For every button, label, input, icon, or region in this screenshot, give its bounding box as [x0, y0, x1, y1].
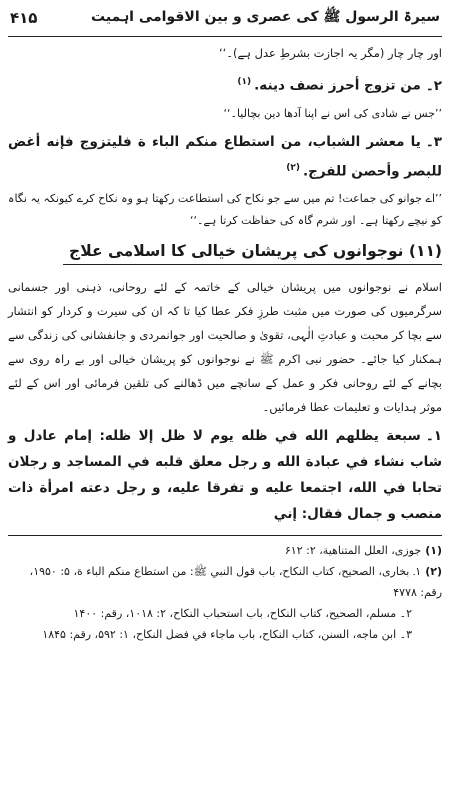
footnote-2-text: ۱۔ بخاری، الصحيح، كتاب النكاح، باب قول النبي ﷺ: من استطاع منكم الباء ة، ۵: ۱۹۵۰، رقم: ۴۷۷۸: [29, 565, 442, 599]
footnote-2-item-2-text: ۲۔ مسلم، الصحيح، كتاب النكاح، باب استحباب النكاح، ۲: ۱۰۱۸، رقم: ۱۴۰۰: [73, 607, 412, 620]
footnote-2-marker: (۲): [425, 565, 442, 578]
footnote-1-text: جوزی، العلل المتناهية، ۲: ۶۱۲: [284, 544, 422, 557]
hadith-2: [8, 69, 442, 99]
running-header: [8, 0, 442, 37]
hadith-1: [8, 423, 442, 527]
footnote-1: [8, 540, 442, 561]
footnote-1-marker: (۱): [425, 544, 442, 557]
footnotes: [8, 540, 442, 645]
hadith-1-text: سبعة يظلهم الله في ظله يوم لا ظل إلا ظله: إمام عادل و شاب نشاء في عبادة الله و رجل معلق قلبه في المساجد و رجلان تحابا في الله، اجتمعا عليه و تفرقا عليه، و رجل دعته امرأة ذات منصب و جمال فقال: إني: [8, 428, 442, 522]
page-number: ۴۱۵: [10, 9, 38, 27]
hadith-3: [8, 129, 442, 185]
footnote-2-item-3: [8, 624, 442, 645]
hadith-1-marker: ۱۔: [425, 428, 442, 444]
hadith-2-translation: [8, 103, 442, 125]
hadith-2-text: من تزوج أحرز نصف دينه.: [254, 77, 421, 94]
hadith-3-text: يا معشر الشباب، من استطاع منكم الباء ة فليتزوج فإنه أغض للبصر وأحصن للفرج.: [8, 133, 442, 179]
hadith-3-translation-text: ’’اے جوانو کی جماعت! تم میں سے جو نکاح کی استطاعت رکھتا ہو وہ نکاح کرے کیونکہ یہ نگاہ کو نیچے رکھتا ہے۔ اور شرم گاہ کی حفاظت کرتا ہے۔‘‘: [8, 192, 442, 227]
hadith-2-marker: ۲۔: [425, 77, 442, 94]
footnote-2-item-2: [8, 603, 442, 624]
opening-line-text: اور چار چار (مگر یہ اجازت بشرطِ عدل ہے)۔‘‘: [218, 46, 442, 60]
hadith-3-translation: [8, 188, 442, 232]
section-paragraph-text: اسلام نے نوجوانوں میں پریشان خیالی کے خاتمہ کے لئے روحانی، ذہنی اور جسمانی سرگرمیوں کی صورت میں مثبت طرزِ فکر عطا کیا تا کہ ان کی سیرت و کردار کو انتشار سے بچا کر محبت و عبادتِ الٰہی، تقویٰ و صالحیت اور جوانمردی و جانفشانی کی زندگی سے ہمکنار کیا جائے۔ حضور نبی اکرم ﷺ نے نوجوانوں کو پریشان خیالی اور بے راہ روی سے بچانے کے لئے روحانی فکر و عمل کے سانچے میں ڈھالنے کی تلقین فرمائی اور اس کے لئے موثر ہدایات و تعلیمات عطا فرمائیں۔: [8, 280, 442, 414]
footnote-ref-2[interactable]: (۲): [286, 162, 301, 173]
footnotes-divider: [8, 535, 442, 536]
section-paragraph: [8, 275, 442, 419]
book-title: سیرۃ الرسول ﷺ کی عصری و بین الاقوامی اہمیت: [91, 9, 440, 25]
section-heading-wrap: [8, 236, 442, 271]
hadith-3-marker: ۳۔: [425, 133, 442, 150]
hadith-2-translation-text: ’’جس نے شادی کی اس نے اپنا آدھا دین بچالیا۔‘‘: [223, 106, 442, 120]
opening-line: [8, 41, 442, 65]
section-heading: (۱۱) نوجوانوں کی پریشان خیالی کا اسلامی علاج: [63, 240, 442, 265]
footnote-2-item-3-text: ۳۔ ابن ماجه، السنن، كتاب النكاح، باب ماجاء في فضل النكاح، ۱: ۵۹۲، رقم: ۱۸۴۵: [42, 628, 412, 641]
footnote-ref-1[interactable]: (۱): [237, 77, 252, 87]
footnote-2: [8, 561, 442, 603]
